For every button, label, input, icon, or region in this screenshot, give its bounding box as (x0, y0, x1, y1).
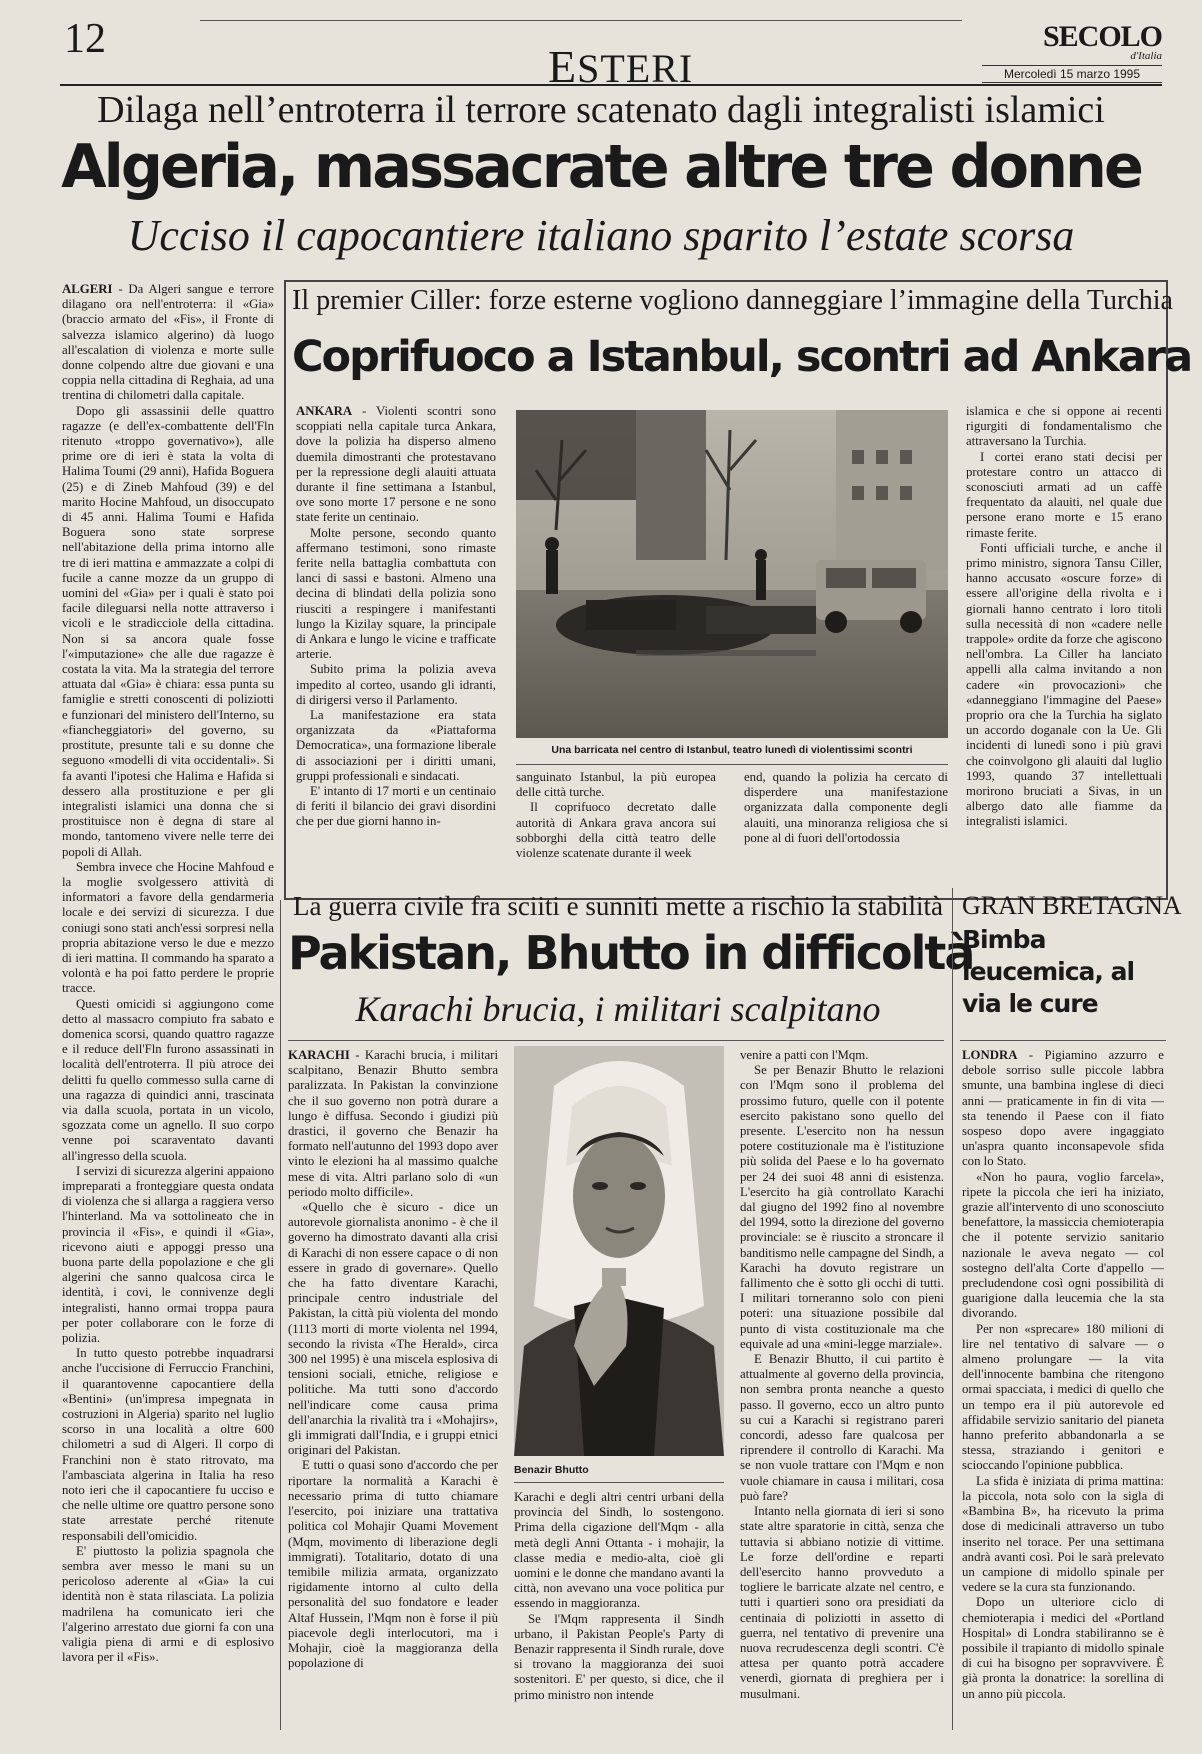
uk-paragraph-1: LONDRA - Pigiamino azzurro e debole sorriso sulle piccole labbra smunte, una bambina inglese di dieci anni — praticamente in fin di vita — sta tenendo il Paese con il fiato sospeso dopo avere ingaggiato un'aspra quanto inconsapevole sfida con lo Stato. (962, 1048, 1164, 1169)
pakistan-column-3 (740, 1048, 944, 1730)
istanbul-barricade-photo (516, 410, 948, 738)
lead-article-column (62, 282, 274, 1730)
lead-paragraph-2: Dopo gli assassinii delle quattro ragazze (e dell'ex-combattente dell'Fln ritenuto «troppo governativo»), alle prime ore di ieri è stata la volta di Halima Toumi (29 anni), Hafida Boguera (25) e di Zineb Mahfoud (39) e del marito Hocine Mahfoud, un disoccupato di 45 anni. Halima Toumi e Hafida Boguera sono state sorprese nell'abitazione della prima intorno alle tre di ieri mattina e ammazzate a colpi di fucile a canne mozze da un gruppo di uomini del «Gia» per i quali è stato poi facile dileguarsi nella notte attraverso i vicoli e le stradicciole della cittadina. Non si sa ancora quale fosse l'«imputazione» che alle due ragazze è costata la vita. Ma la strategia del terrore attuata dal «Gia» è chiara: essa punta su famiglie e stretti conoscenti di poliziotti e funzionari del ministero dell'Interno, su «fiancheggiatori» del governo, su prostitute, presunte tali e su donne che seguono «modelli di vita occidentali». Si fa avanti l'ipotesi che Halima e Hafida si dessero alla prostituzione e per gli integralisti islamici una donna che si prostituisce non è degna di stare al mondo, tantomeno vivere nelle terre dei popoli di Allah. (62, 403, 274, 859)
turkey-col4-paragraph-1: islamica e che si oppone ai recenti rigurgiti di fondamentalismo che attraversano la Turchia. (966, 404, 1162, 449)
uk-dateline: LONDRA (962, 1048, 1018, 1062)
pakistan-col2-paragraph-2: Se l'Mqm rappresenta il Sindh urbano, il Pakistan People's Party di Benazir rappresenta il Sindh rurale, dove si trovano la maggioranza dei suoi sostenitori. E' per questo, si dice, che il primo ministro non intende (514, 1611, 724, 1702)
uk-headline-rule (960, 1040, 1166, 1041)
uk-headline: Bimba leucemica, al via le cure (962, 925, 1135, 1018)
uk-article-column (962, 1048, 1164, 1730)
istanbul-photo-caption: Una barricata nel centro di Istanbul, teatro lunedì di violentissimi scontri (551, 744, 913, 756)
turkey-kicker: Il premier Ciller: forze esterne vogliono danneggiare l’immagine della Turchia (292, 285, 1173, 316)
pakistan-col1-paragraph-3: E tutti o quasi sono d'accordo che per riportare la normalità a Karachi è necessario prima di tutto chiamare l'esercito, poi iniziare una trattativa politica col Mohajir Quami Movement (Mqm, movimento di liberazione degli immigrati). Totalitario, dotato di una temibile milizia armata, organizzato rigidamente intorno al culto della personalità del suo fondatore e leader Altaf Hussein, l'Mqm non è forse il più piacevole degli interlocutori, ma i Mohajir, cioè la maggioranza della popolazione di (288, 1458, 498, 1671)
lead-kicker: Dilaga nell’entroterra il terrore scatenato dagli integralisti islamici (97, 89, 1105, 131)
lead-paragraph-3: Sembra invece che Hocine Mahfoud e la moglie svolgessero attività di informatori a favore della gendarmeria locale e dei servizi di sicurezza. I due coniugi sono stati anch'essi sorpresi nella propria abitazione verso le due e mezzo di ieri mattina. Il commando ha sparato a volontà e ha poi fatto perdere le proprie tracce. (62, 859, 274, 996)
turkey-col4-paragraph-2: I cortei erano stati decisi per protestare contro un attacco di sconosciuti armati ad un caffè frequentato da alauiti, nel quale due persone erano morte e 15 erano rimaste ferite. (966, 449, 1162, 540)
turkey-paragraph-3: Subito prima la polizia aveva impedito al corteo, usando gli idranti, di dirigersi verso il Parlamento. (296, 662, 496, 707)
top-rule (200, 20, 962, 21)
barricade-photo-image (516, 410, 948, 738)
turkey-paragraph-2: Molte persone, secondo quanto affermano testimoni, sono rimaste ferite nella battaglia combattuta con lanci di sassi e bastoni. Almeno una decina di blindati della polizia sono riusciti a respingere i manifestanti lungo la Kizilay square, la principale di Ankara e lungo le vicine e trafficate arterie. (296, 525, 496, 662)
uk-paragraph-4: La sfida è iniziata di prima mattina: la piccola, nota solo con la sigla di «Bambina B», ha ricevuto la prima dose di medicinali attraverso un tubo inserito nel torace. Per una settimana andrà avanti così. Poi le sarà prelevato un campione di midollo spinale per vedere se la cura sta funzionando. (962, 1473, 1164, 1595)
turkey-column-2 (516, 770, 716, 894)
turkey-col2-paragraph-2: Il coprifuoco decretato dalle autorità di Ankara grava ancora sui sobborghi della città teatro delle violenze scatenate durante il week (516, 800, 716, 861)
turkey-dateline: ANKARA (296, 404, 353, 418)
lead-paragraph-7: E' piuttosto la polizia spagnola che sembra aver messo le mani su un pericoloso aderente al «Gia» la cui identità non è stata rilasciata. La polizia madrilena ha comunicato ieri che l'algerino arrestato due giorni fa con una valigia piena di armi e di esplosivo lavora per il «Fis». (62, 1543, 274, 1665)
pakistan-dateline: KARACHI (288, 1048, 350, 1062)
uk-paragraph-2: «Non ho paura, voglio farcela», ripete la piccola che ieri ha iniziato, grazie all'intervento di uno sconosciuto benefattore, la massiccia chemioterapia che il potente servizio sanitario nazionale le aveva negato — col sostegno dell'alta Corte d'appello — precludendone così ogni possibilità di guarigione dalla leucemia che la sta divorando. (962, 1169, 1164, 1321)
lead-subhead: Ucciso il capocantiere italiano sparito l’estate scorsa (127, 211, 1075, 260)
lead-paragraph-5: I servizi di sicurezza algerini appaiono impreparati a fronteggiare questa ondata di violenza che si allarga a raggiera verso l'hinterland. Ma va sottolineato che in provincia il «Fis», e quindi il «Gia», ricevono aiuti e appoggi presso una buona parte della popolazione e che gli algerini che sanno qualcosa circa le identità, i covi, le connivenze degli integralisti, hanno ormai troppa paura per poter collaborare con le forze di polizia. (62, 1163, 274, 1346)
pakistan-kicker: La guerra civile fra sciiti e sunniti mette a rischio la stabilità (292, 891, 944, 921)
section-title-initial: E (548, 41, 578, 92)
pakistan-col1-paragraph-2: «Quello che è sicuro - dice un autorevole giornalista anonimo - è che il governo ha dimostrato davanti alla crisi di Karachi di non essere capace o di non essere in grado di governare». Quello che ha fatto diventare Karachi, principale centro industriale del Pakistan, la città più violenta del mondo (1113 morti di morte violenta nel 1994, secondo la rivista «The Herald», circa 300 nel 1995) è una miscela esplosiva di tensioni sociali, etniche, religiose e politiche. Ma tutti sono d'accordo nell'indicare come causa prima dell'anarchia la rivalità tra i «Mohajirs», gli immigrati dall'India, e i gruppi etnici originari del Pakistan. (288, 1200, 498, 1458)
turkey-headline: Coprifuoco a Istanbul, scontri ad Ankara (292, 332, 1192, 382)
masthead-rule (60, 84, 1162, 86)
pakistan-column-2 (514, 1490, 724, 1730)
turkey-col2-paragraph-1: sanguinato Istanbul, la più europea delle città turche. (516, 770, 716, 800)
uk-kicker: GRAN BRETAGNA (962, 891, 1182, 920)
uk-paragraph-5: Dopo un ulteriore ciclo di chemioterapia i medici del «Portland Hospital» di Londra stabiliranno se è possibile il trapianto di midollo spinale di cui ha bisogno per sopravvivere. È già pronta la donatrice: la sorellina di un anno più piccola. (962, 1595, 1164, 1701)
pakistan-headline: Pakistan, Bhutto in difficoltà (288, 926, 974, 980)
section-title-rest: STERI (577, 46, 694, 91)
turkey-paragraph-1: ANKARA - Violenti scontri sono scoppiati nella capitale turca Ankara, dove la polizia ha disperso almeno duemila dimostranti che protestavano per la repressione degli alauiti attuata durante il fine settimana a Istanbul, ove sono morte 17 persone e ne sono state ferite un centinaio. (296, 404, 496, 525)
pakistan-col3-paragraph-3: E Benazir Bhutto, il cui partito è attualmente al governo della provincia, non sembra pronta neanche a questo passo. Il governo, ecco un altro punto su cui a Karachi si registrano pareri concordi, adesso fare qualcosa per riprendere il controllo di Karachi. Ma se non vuole trattare con l'Mqm e non vuole chiamare in causa i militari, cosa può fare? (740, 1352, 944, 1503)
bhutto-photo-rule (514, 1482, 724, 1483)
bhutto-portrait-image (514, 1046, 724, 1456)
issue-date: Mercoledì 15 marzo 1995 (982, 65, 1162, 83)
uk-paragraph-3: Per non «sprecare» 180 milioni di lire nel tentativo di salvare — o almeno prolungare — la vita dell'innocente bambina che ritengono ormai spacciata, i medici di quello che un tempo era il più autorevole ed affidabile servizio sanitario del pianeta hanno preferito abbandonarla a se stessa, straziando i genitori e scioccando l'opinione pubblica. (962, 1321, 1164, 1473)
pakistan-column-1 (288, 1048, 498, 1730)
lead-headline: Algeria, massacrate altre tre donne (61, 132, 1141, 202)
turkey-column-3 (744, 770, 948, 894)
turkey-photo-rule (516, 764, 948, 765)
pakistan-subhead-rule (288, 1040, 944, 1041)
turkey-col4-paragraph-3: Fonti ufficiali turche, e anche il primo ministro, signora Tansu Ciller, hanno accusato «oscure forze» di essere all'origine della rivolta e i giornali hanno centrato i loro titoli sulla necessità di non «cadere nelle trappole» ordite da forze che agiscono nell'ombra. La Ciller ha lanciato appelli alla calma invitando a non cadere «in provocazioni» che «danneggiano l'immagine del Paese» proprio ora che la Turchia ha siglato un accordo doganale con la Ue. Gli incidenti di lunedì sono i più gravi che coinvolgono gli alauiti dal luglio 1993, quando 37 intellettuali morirono bruciati a Sivas, in un albergo dato alle fiamme da integralisti islamici. (966, 540, 1162, 829)
pakistan-col3-paragraph-4: Intanto nella giornata di ieri si sono state altre sparatorie in città, senza che tuttavia si abbiano notizie di vittime. Le forze dell'ordine e reparti dell'esercito hanno provveduto a togliere le barricate alzate nel centro, e tutti i quartieri sono ora presidiati da centinaia di poliziotti in assetto di guerra, nel tentativo di prevenire una nuova recrudescenza degli scontri. C'è attesa per quanto potrà accadere venerdì, giornata di preghiera per i musulmani. (740, 1504, 944, 1701)
pakistan-col3-paragraph-1: venire a patti con l'Mqm. (740, 1048, 869, 1062)
uk-column-rule (952, 888, 953, 1730)
turkey-column-4 (966, 404, 1162, 892)
bhutto-photo-caption: Benazir Bhutto (514, 1464, 589, 1476)
pakistan-subhead: Karachi brucia, i militari scalpitano (355, 989, 881, 1029)
lead-dateline: ALGERI (62, 282, 113, 296)
turkey-paragraph-4: La manifestazione era stata organizzata da «Piattaforma Democratica», una formazione liberale di associazioni per i diritti umani, gruppi professionali e sindacati. (296, 708, 496, 783)
brand-name: SECOLO (1042, 20, 1162, 53)
lead-column-rule (280, 900, 281, 1730)
pakistan-col1-paragraph-1: KARACHI - Karachi brucia, i militari scalpitano, Benazir Bhutto sembra paralizzata. In Pakistan la convinzione che il suo governo non potrà durare a lungo è diffusa. Secondo i giudizi più drastici, il governo che Benazir ha formato nell'autunno del 1993 dopo aver vinto le elezioni ha al massimo qualche mese di vita. Altri parlano solo di «un periodo molto difficile». (288, 1048, 498, 1199)
lead-paragraph-4: Questi omicidi si aggiungono come detto al massacro compiuto fra sabato e domenica scorsi, quando quattro ragazze e il reduce dell'Fln furono assassinati in località dell'entroterra. Il più atroce dei delitti fu quello commesso sulla carne di una ragazza di quindici anni, trascinata via dalla scuola, portata in un vicolo, sgozzata come un agnello. Il suo corpo venne poi scaraventato davanti all'ingresso della scuola. (62, 996, 274, 1163)
turkey-column-1 (296, 404, 496, 892)
lead-paragraph-1: ALGERI - Da Algeri sangue e terrore dilagano ora nell'entroterra: il «Gia» (braccio armato del «Fis», il Fronte di salvezza islamico algerino) dà luogo all'escalation di violenza e morte sulle donne colpendo altre due giovani e una coppia nella cittadina di Reghaia, ad una trentina di chilometri dalla capitale. (62, 282, 274, 403)
turkey-col3-paragraph-1: end, quando la polizia ha cercato di disperdere una manifestazione organizzata dalla componente degli alauiti, una minoranza religiosa che si pone al di fuori dell'ortodossia (744, 770, 948, 845)
newspaper-brand (982, 22, 1162, 83)
brand-subtitle: d'Italia (1130, 50, 1162, 62)
bhutto-portrait-photo (514, 1046, 724, 1456)
lead-paragraph-6: In tutto questo potrebbe inquadrarsi anche l'uccisione di Ferruccio Franchini, il quarantovenne capocantiere della «Bentini» (un'impresa impegnata in costruzioni in Algeria) sparito nel luglio scorso in una località a oltre 600 chilometri a sud di Algeri. Il corpo di Franchini non è stato ritrovato, ma l'ambasciata algerina in Italia ha reso noto ieri che il capocantiere fu ucciso e che nelle ultime ore quattro persone sono state arrestate perché ritenute responsabili dell'omicidio. (62, 1346, 274, 1543)
pakistan-col3-paragraph-2: Se per Benazir Bhutto le relazioni con l'Mqm sono il problema del prossimo futuro, quelle con il potente esercito pakistano sono quello del presente. L'esercito non ha nessun potere costituzionale ma è l'istituzione più solida del Paese e lo ha governato per 24 dei suoi 48 anni di esistenza. L'esercito ha già controllato Karachi dal giugno del 1992 fino al novembre del 1994, sotto la direzione del governo provinciale: se è riuscito a stroncare il banditismo nelle campagne del Sindh, a Karachi ha dovuto registrare un fallimento che è sotto gli occhi di tutti. I militari torneranno solo con pieni poteri: una situazione possibile dal punto di vista costituzionale ma che equivale ad una «mini-legge marziale». (740, 1063, 944, 1351)
turkey-paragraph-5: E' intanto di 17 morti e un centinaio di feriti il bilancio dei gravi disordini che per due giorni hanno in- (296, 784, 496, 829)
pakistan-col2-paragraph-1: Karachi e degli altri centri urbani della provincia del Sindh, lo sostengono. Prima della cigazione dell'Mqm - alla metà degli Anni Ottanta - i mohajir, la classe media e medio-alta, cioè gli uomini e le donne che mandano avanti la città, non avevano una voce politica pur essendo in maggioranza. (514, 1490, 724, 1611)
page-number: 12 (64, 16, 106, 62)
